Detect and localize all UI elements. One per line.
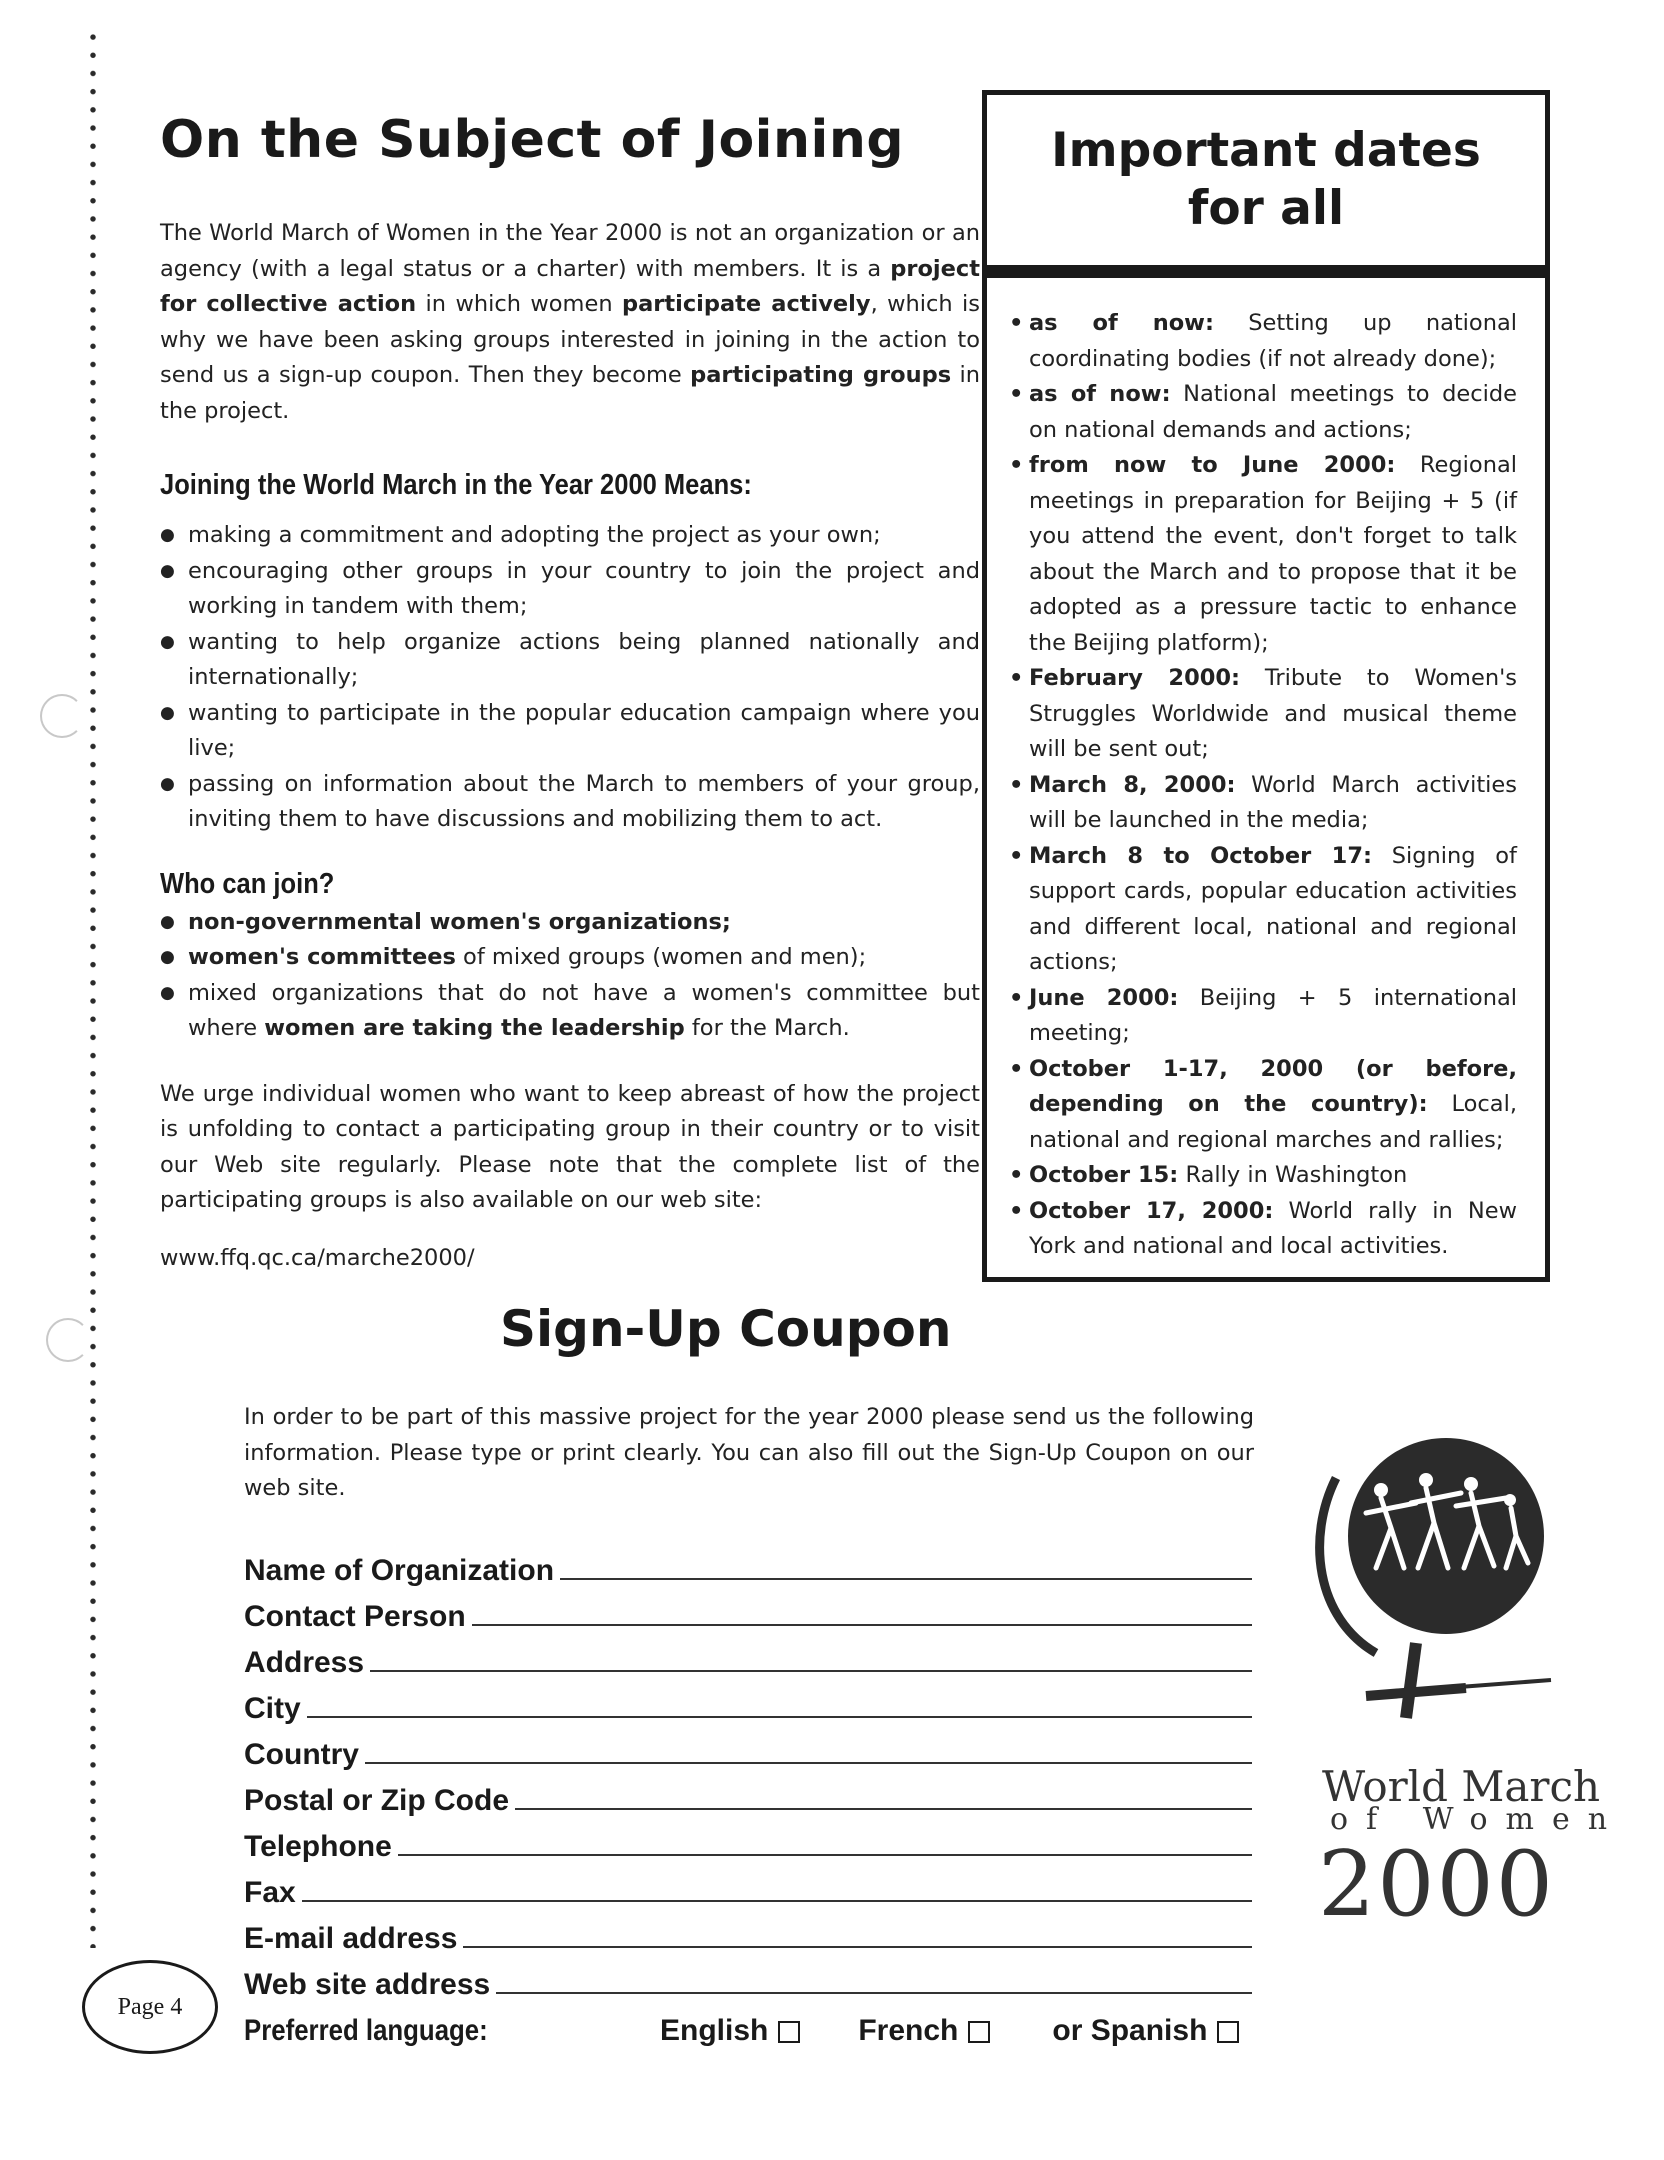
emphasis-text: as of now: — [1029, 381, 1171, 407]
date-item — [1007, 1052, 1517, 1159]
form-field-label: Web site address — [244, 1968, 491, 2001]
coupon-title: Sign-Up Coupon — [500, 1300, 952, 1358]
emphasis-text: October 15: — [1029, 1162, 1179, 1188]
date-item — [1007, 306, 1517, 377]
form-field-line[interactable] — [365, 1762, 1252, 1764]
body-text: , which is why we have been asking groups interested in joining in the action to send us a sign-up coupon. Then they become — [160, 291, 981, 388]
body-text: encouraging other groups in your country to join the project and working in tandem with them; — [188, 557, 980, 619]
date-item — [1007, 1158, 1517, 1194]
form-field-line[interactable] — [398, 1854, 1252, 1856]
form-field-label: Fax — [244, 1876, 296, 1909]
dates-box — [982, 90, 1550, 1282]
form-field-line[interactable] — [496, 1992, 1252, 1994]
body-text: in which women — [416, 291, 622, 317]
form-field-line[interactable] — [515, 1808, 1252, 1810]
who-list — [160, 905, 980, 1047]
list-item — [160, 625, 980, 696]
body-text: Signing of support cards, popular education activities and different local, national and regional actions; — [1029, 842, 1517, 975]
dates-list — [987, 278, 1545, 1265]
website-url: www.ffq.qc.ca/marche2000/ — [160, 1245, 475, 1271]
emphasis-text: June 2000: — [1029, 984, 1179, 1011]
list-item — [160, 767, 980, 838]
list-item — [160, 905, 980, 941]
body-text: passing on information about the March to members of your group, inviting them to have discussions and mobilizing them to act. — [188, 770, 980, 832]
date-item — [1007, 1194, 1517, 1265]
date-item — [1007, 448, 1517, 661]
form-row — [244, 1864, 1252, 1910]
form-field-label: City — [244, 1692, 301, 1725]
form-field-label: E-mail address — [244, 1922, 458, 1955]
form-field-label: Address — [244, 1646, 365, 1679]
form-row — [244, 1726, 1252, 1772]
emphasis-text: as of now: — [1029, 310, 1214, 336]
means-heading: Joining the World March in the Year 2000 Means: — [160, 469, 752, 501]
list-item — [160, 940, 980, 976]
punch-hole — [46, 1318, 90, 1362]
body-text: of mixed groups (women and men); — [455, 944, 867, 970]
form-row — [244, 1818, 1252, 1864]
form-field-line[interactable] — [302, 1900, 1252, 1902]
emphasis-text: from now to June 2000: — [1029, 452, 1396, 478]
body-text: mixed organizations that do not have a women's committee but where — [188, 979, 980, 1041]
emphasis-text: October 1-17, 2000 (or before, depending on the country): — [1029, 1055, 1517, 1117]
body-text: in the project. — [160, 362, 980, 424]
means-list — [160, 518, 980, 838]
emphasis-text: project for collective action — [160, 255, 980, 317]
form-field-label: Country — [244, 1738, 359, 1771]
logo-text-line2: of Women — [1330, 1802, 1626, 1837]
punch-hole — [40, 694, 84, 738]
body-text: wanting to participate in the popular education campaign where you live; — [188, 699, 980, 761]
date-item — [1007, 839, 1517, 981]
body-text: Rally in Washington — [1178, 1162, 1408, 1188]
body-text: The World March of Women in the Year 2000 is not an organization or an agency (with a legal status or a charter) with members. It is a — [160, 220, 980, 282]
emphasis-text: March 8, 2000: — [1029, 771, 1236, 798]
body-text: Regional meetings in preparation for Beijing + 5 (if you attend the event, don't forget to talk about the March and to propose that it be adopted as a pressure tactic to enhance the Beijing platform); — [1029, 452, 1518, 656]
checkbox-spanish[interactable] — [1217, 2021, 1239, 2043]
body-text: World rally in New York and national and local activities. — [1029, 1197, 1517, 1259]
form-field-line[interactable] — [307, 1716, 1252, 1718]
page-number: Page 4 — [82, 1960, 218, 2054]
body-text: Setting up national coordinating bodies (if not already done); — [1029, 310, 1518, 372]
emphasis-text: February 2000: — [1029, 665, 1241, 691]
form-field-line[interactable] — [370, 1670, 1252, 1672]
form-field-label: Postal or Zip Code — [244, 1784, 510, 1817]
body-text: for the March. — [684, 1015, 850, 1041]
binder-dots — [86, 28, 100, 1948]
language-option-french[interactable]: French — [858, 2014, 990, 2048]
body-text: making a commitment and adopting the project as your own; — [188, 522, 881, 548]
form-row — [244, 1680, 1252, 1726]
who-heading: Who can join? — [160, 867, 335, 900]
logo-text-year: 2000 — [1318, 1832, 1556, 1937]
dates-box-divider — [987, 270, 1545, 278]
body-text: World March activities will be launched in the media; — [1029, 771, 1518, 833]
date-item — [1007, 661, 1517, 768]
form-row — [244, 1956, 1252, 2002]
body-text: National meetings to decide on national demands and actions; — [1029, 381, 1517, 443]
emphasis-text: women's committees — [188, 944, 456, 970]
list-item — [160, 554, 980, 625]
signup-form — [244, 1542, 1252, 2048]
emphasis-text: non-governmental women's organizations; — [188, 908, 731, 935]
body-text: Tribute to Women's Struggles Worldwide and musical theme will be sent out; — [1029, 665, 1517, 762]
form-field-line[interactable] — [472, 1624, 1252, 1626]
article-title: On the Subject of Joining — [160, 110, 905, 170]
body-text: Local, national and regional marches and rallies; — [1029, 1091, 1517, 1153]
checkbox-english[interactable] — [778, 2021, 800, 2043]
preferred-language-label: Preferred language: — [244, 2014, 488, 2047]
date-item — [1007, 377, 1517, 448]
urge-text: We urge individual women who want to keep abreast of how the project is unfolding to contact a participating group in their country or to visit our Web site regularly. Please note that the complete list of the participating groups is also available on our web site: — [160, 1080, 980, 1213]
emphasis-text: March 8 to October 17: — [1029, 842, 1372, 869]
form-row — [244, 1542, 1252, 1588]
form-row — [244, 1772, 1252, 1818]
form-row — [244, 1910, 1252, 1956]
preferred-language-row — [244, 2002, 1252, 2048]
form-row — [244, 1588, 1252, 1634]
language-option-spanish[interactable]: or Spanish — [1052, 2014, 1239, 2048]
list-item — [160, 518, 980, 554]
form-field-label: Telephone — [244, 1830, 392, 1863]
form-field-line[interactable] — [560, 1578, 1252, 1580]
article-column — [160, 110, 980, 1277]
emphasis-text: participate actively — [621, 291, 871, 317]
emphasis-text: women are taking the leadership — [264, 1015, 685, 1041]
emphasis-text: October 17, 2000: — [1029, 1197, 1274, 1224]
emphasis-text: participating groups — [690, 362, 952, 388]
body-text: wanting to help organize actions being planned nationally and internationally; — [188, 628, 980, 690]
list-item — [160, 696, 980, 767]
coupon-intro: In order to be part of this massive project for the year 2000 please send us the following information. Please type or print clearly. You can also fill out the Sign-Up Coupon on our web site. — [244, 1404, 1254, 1501]
dates-box-title: Important dates for all — [987, 95, 1545, 270]
language-option-english[interactable]: English — [660, 2014, 800, 2048]
date-item — [1007, 981, 1517, 1052]
form-field-label: Contact Person — [244, 1600, 466, 1633]
date-item — [1007, 768, 1517, 839]
form-field-line[interactable] — [463, 1946, 1252, 1948]
form-field-label: Name of Organization — [244, 1554, 555, 1587]
logo-text-line1: World March — [1322, 1762, 1601, 1811]
body-text: Beijing + 5 international meeting; — [1029, 984, 1517, 1046]
checkbox-french[interactable] — [968, 2021, 990, 2043]
form-row — [244, 1634, 1252, 1680]
list-item — [160, 976, 980, 1047]
article-intro — [160, 216, 980, 429]
